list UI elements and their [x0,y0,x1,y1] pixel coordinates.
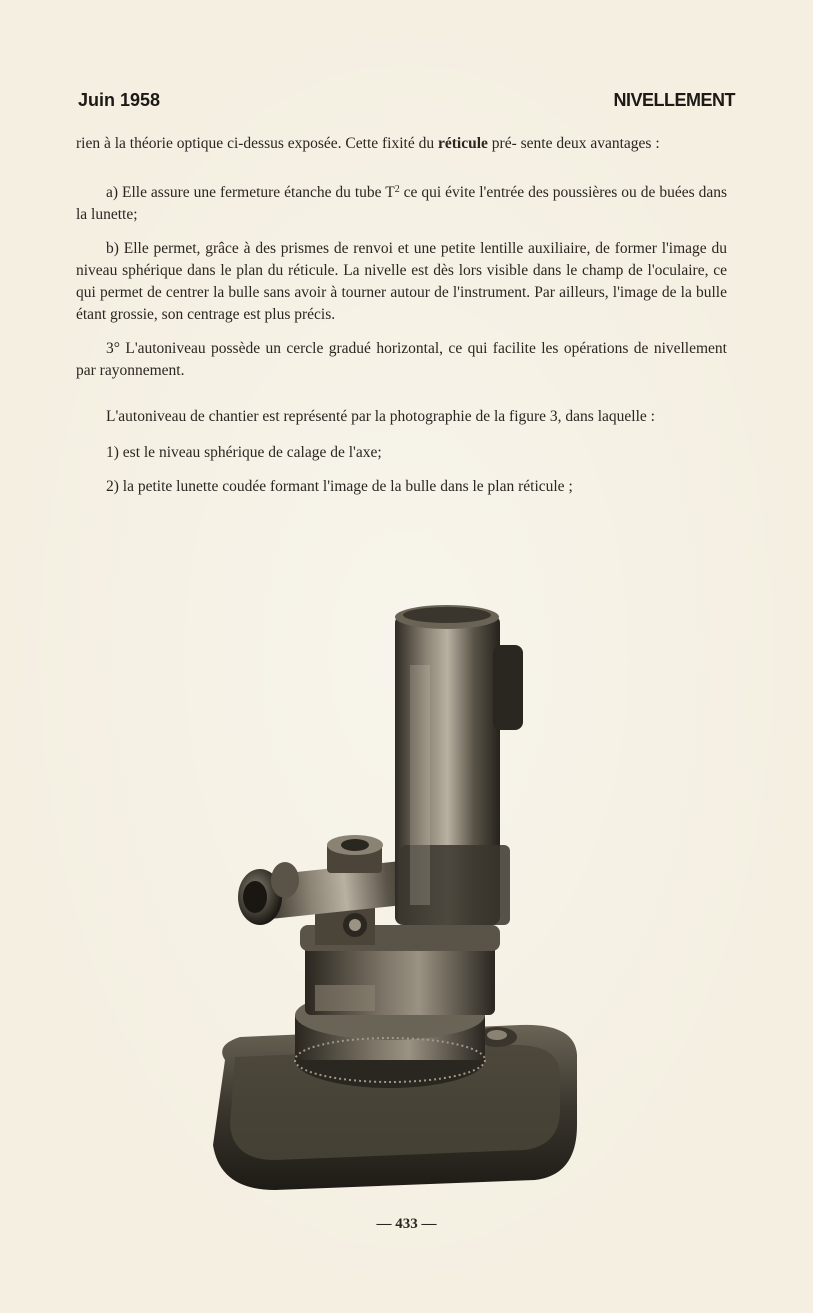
paragraph-b: b) Elle permet, grâce à des prismes de renvoi et une petite lentille auxiliaire, de former l'image du niveau sphérique dans le plan du réticule. La nivelle est dès lors visible dans le champ de l'oculaire, ce qui permet de centrer la bulle sans avoir à tourner autour de l'instrument. Par ailleurs, l'image de la bulle étant grossie, son centrage est plus précis. [76,240,727,323]
list-item-2: 2) la petite lunette coudée formant l'image de la bulle dans le plan réticule ; [106,478,573,495]
paragraph-intro-emphasis: réticule [437,135,488,152]
header-section-title: NIVELLEMENT [613,90,735,110]
paragraph-a [76,179,727,226]
header-date: Juin 1958 [78,90,161,110]
superscript-2: 2 [394,184,400,195]
autoniveau-photo-icon [205,605,585,1200]
paragraph-4: L'autoniveau de chantier est représenté par la photographie de la figure 3, dans laquelle : [106,408,655,425]
paragraph-intro [76,133,727,155]
paragraph-3: 3° L'autoniveau possède un cercle gradué horizontal, ce qui facilite les opérations de nivellement par rayonnement. [76,340,727,379]
instrument-photograph [205,605,585,1200]
article-body [76,133,727,498]
paragraph-a-text-b: ce qui évite l'entrée des poussières ou de buées dans la lunette; [76,184,727,223]
list-item-1: 1) est le niveau sphérique de calage de l'axe; [106,444,382,461]
paragraph-a-text: a) Elle assure une fermeture étanche du tube T [106,184,395,201]
page-number: — 433 — [376,1216,437,1232]
paragraph-intro-text-a: rien à la théorie optique ci-dessus exposée. Cette fixité du [76,135,438,152]
paragraph-intro-text-c: pré- sente deux avantages : [487,135,660,152]
